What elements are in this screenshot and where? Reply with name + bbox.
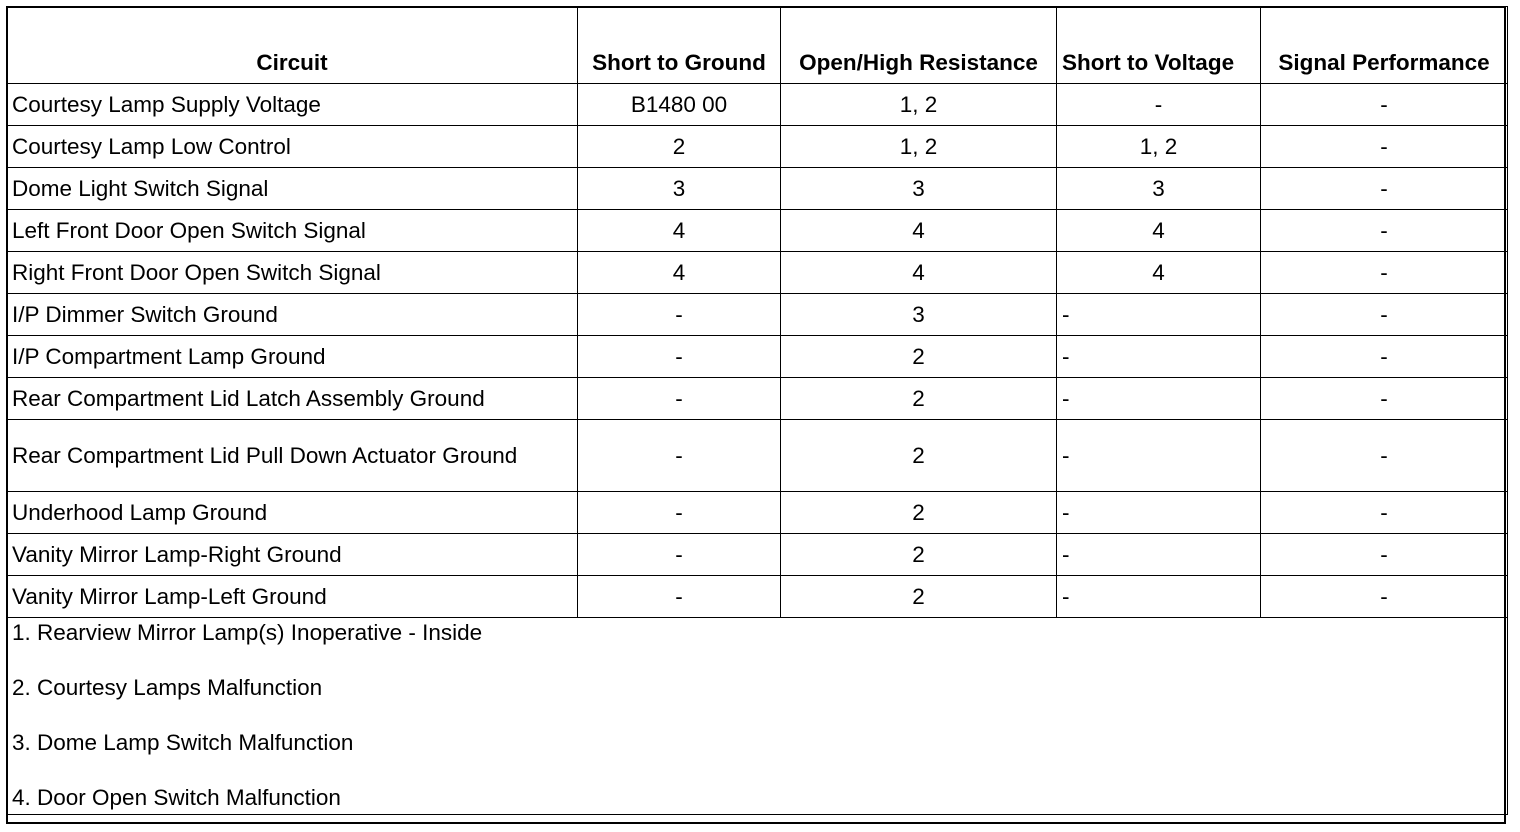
table-row [7, 168, 1508, 210]
table-row [7, 336, 1508, 378]
header-short-to-voltage: Short to Voltage [1057, 7, 1261, 84]
cell-short-to-voltage: - [1057, 378, 1261, 420]
cell-signal-performance: - [1261, 576, 1508, 618]
notes-cell [7, 618, 1508, 815]
cell-circuit: Rear Compartment Lid Latch Assembly Ground [7, 378, 578, 420]
table-header-row [7, 7, 1508, 84]
note-item: 2. Courtesy Lamps Malfunction [12, 675, 323, 700]
note-item: 4. Door Open Switch Malfunction [12, 785, 341, 810]
cell-open-high-resistance: 4 [781, 210, 1057, 252]
cell-signal-performance: - [1261, 84, 1508, 126]
cell-circuit: Vanity Mirror Lamp-Left Ground [7, 576, 578, 618]
cell-short-to-voltage: - [1057, 336, 1261, 378]
table-row [7, 294, 1508, 336]
note-item: 1. Rearview Mirror Lamp(s) Inoperative - Inside [12, 620, 483, 645]
cell-open-high-resistance: 1, 2 [781, 126, 1057, 168]
cell-open-high-resistance: 3 [781, 294, 1057, 336]
header-short-to-ground: Short to Ground [578, 7, 781, 84]
header-signal-performance: Signal Performance [1261, 7, 1508, 84]
cell-short-to-ground: - [578, 420, 781, 492]
cell-open-high-resistance: 2 [781, 576, 1057, 618]
cell-short-to-voltage: 4 [1057, 252, 1261, 294]
cell-short-to-ground: - [578, 336, 781, 378]
cell-open-high-resistance: 2 [781, 336, 1057, 378]
cell-circuit: Courtesy Lamp Supply Voltage [7, 84, 578, 126]
cell-short-to-ground: 4 [578, 252, 781, 294]
cell-short-to-ground: B1480 00 [578, 84, 781, 126]
cell-short-to-ground: 4 [578, 210, 781, 252]
cell-signal-performance: - [1261, 534, 1508, 576]
cell-signal-performance: - [1261, 168, 1508, 210]
cell-short-to-ground: - [578, 492, 781, 534]
cell-circuit: Courtesy Lamp Low Control [7, 126, 578, 168]
cell-circuit: Vanity Mirror Lamp-Right Ground [7, 534, 578, 576]
cell-signal-performance: - [1261, 336, 1508, 378]
cell-short-to-voltage: 4 [1057, 210, 1261, 252]
table-row [7, 210, 1508, 252]
cell-circuit: Left Front Door Open Switch Signal [7, 210, 578, 252]
cell-circuit: I/P Compartment Lamp Ground [7, 336, 578, 378]
cell-short-to-ground: - [578, 534, 781, 576]
cell-circuit: Right Front Door Open Switch Signal [7, 252, 578, 294]
table-row [7, 576, 1508, 618]
cell-short-to-ground: 3 [578, 168, 781, 210]
notes-row [7, 618, 1508, 815]
cell-signal-performance: - [1261, 126, 1508, 168]
cell-circuit: Dome Light Switch Signal [7, 168, 578, 210]
table-row [7, 252, 1508, 294]
cell-short-to-voltage: 3 [1057, 168, 1261, 210]
header-circuit: Circuit [7, 7, 578, 84]
cell-signal-performance: - [1261, 210, 1508, 252]
cell-signal-performance: - [1261, 492, 1508, 534]
table-row [7, 492, 1508, 534]
cell-open-high-resistance: 2 [781, 534, 1057, 576]
circuit-diagnostic-table [6, 6, 1508, 815]
note-item: 3. Dome Lamp Switch Malfunction [12, 730, 354, 755]
cell-short-to-voltage: - [1057, 534, 1261, 576]
cell-short-to-voltage: - [1057, 576, 1261, 618]
header-open-high-resistance: Open/High Resistance [781, 7, 1057, 84]
table-row [7, 84, 1508, 126]
table-row [7, 378, 1508, 420]
cell-short-to-voltage: - [1057, 294, 1261, 336]
cell-short-to-ground: - [578, 378, 781, 420]
cell-circuit: I/P Dimmer Switch Ground [7, 294, 578, 336]
cell-signal-performance: - [1261, 252, 1508, 294]
cell-open-high-resistance: 2 [781, 420, 1057, 492]
cell-open-high-resistance: 4 [781, 252, 1057, 294]
cell-circuit: Underhood Lamp Ground [7, 492, 578, 534]
cell-circuit: Rear Compartment Lid Pull Down Actuator Ground [7, 420, 578, 492]
cell-short-to-ground: 2 [578, 126, 781, 168]
cell-signal-performance: - [1261, 420, 1508, 492]
table-row [7, 420, 1508, 492]
table-row [7, 534, 1508, 576]
cell-short-to-ground: - [578, 294, 781, 336]
cell-short-to-voltage: - [1057, 420, 1261, 492]
cell-signal-performance: - [1261, 378, 1508, 420]
cell-short-to-voltage: - [1057, 492, 1261, 534]
cell-open-high-resistance: 2 [781, 378, 1057, 420]
cell-signal-performance: - [1261, 294, 1508, 336]
cell-short-to-voltage: - [1057, 84, 1261, 126]
cell-short-to-voltage: 1, 2 [1057, 126, 1261, 168]
cell-open-high-resistance: 2 [781, 492, 1057, 534]
cell-open-high-resistance: 3 [781, 168, 1057, 210]
cell-short-to-ground: - [578, 576, 781, 618]
cell-open-high-resistance: 1, 2 [781, 84, 1057, 126]
table-row [7, 126, 1508, 168]
